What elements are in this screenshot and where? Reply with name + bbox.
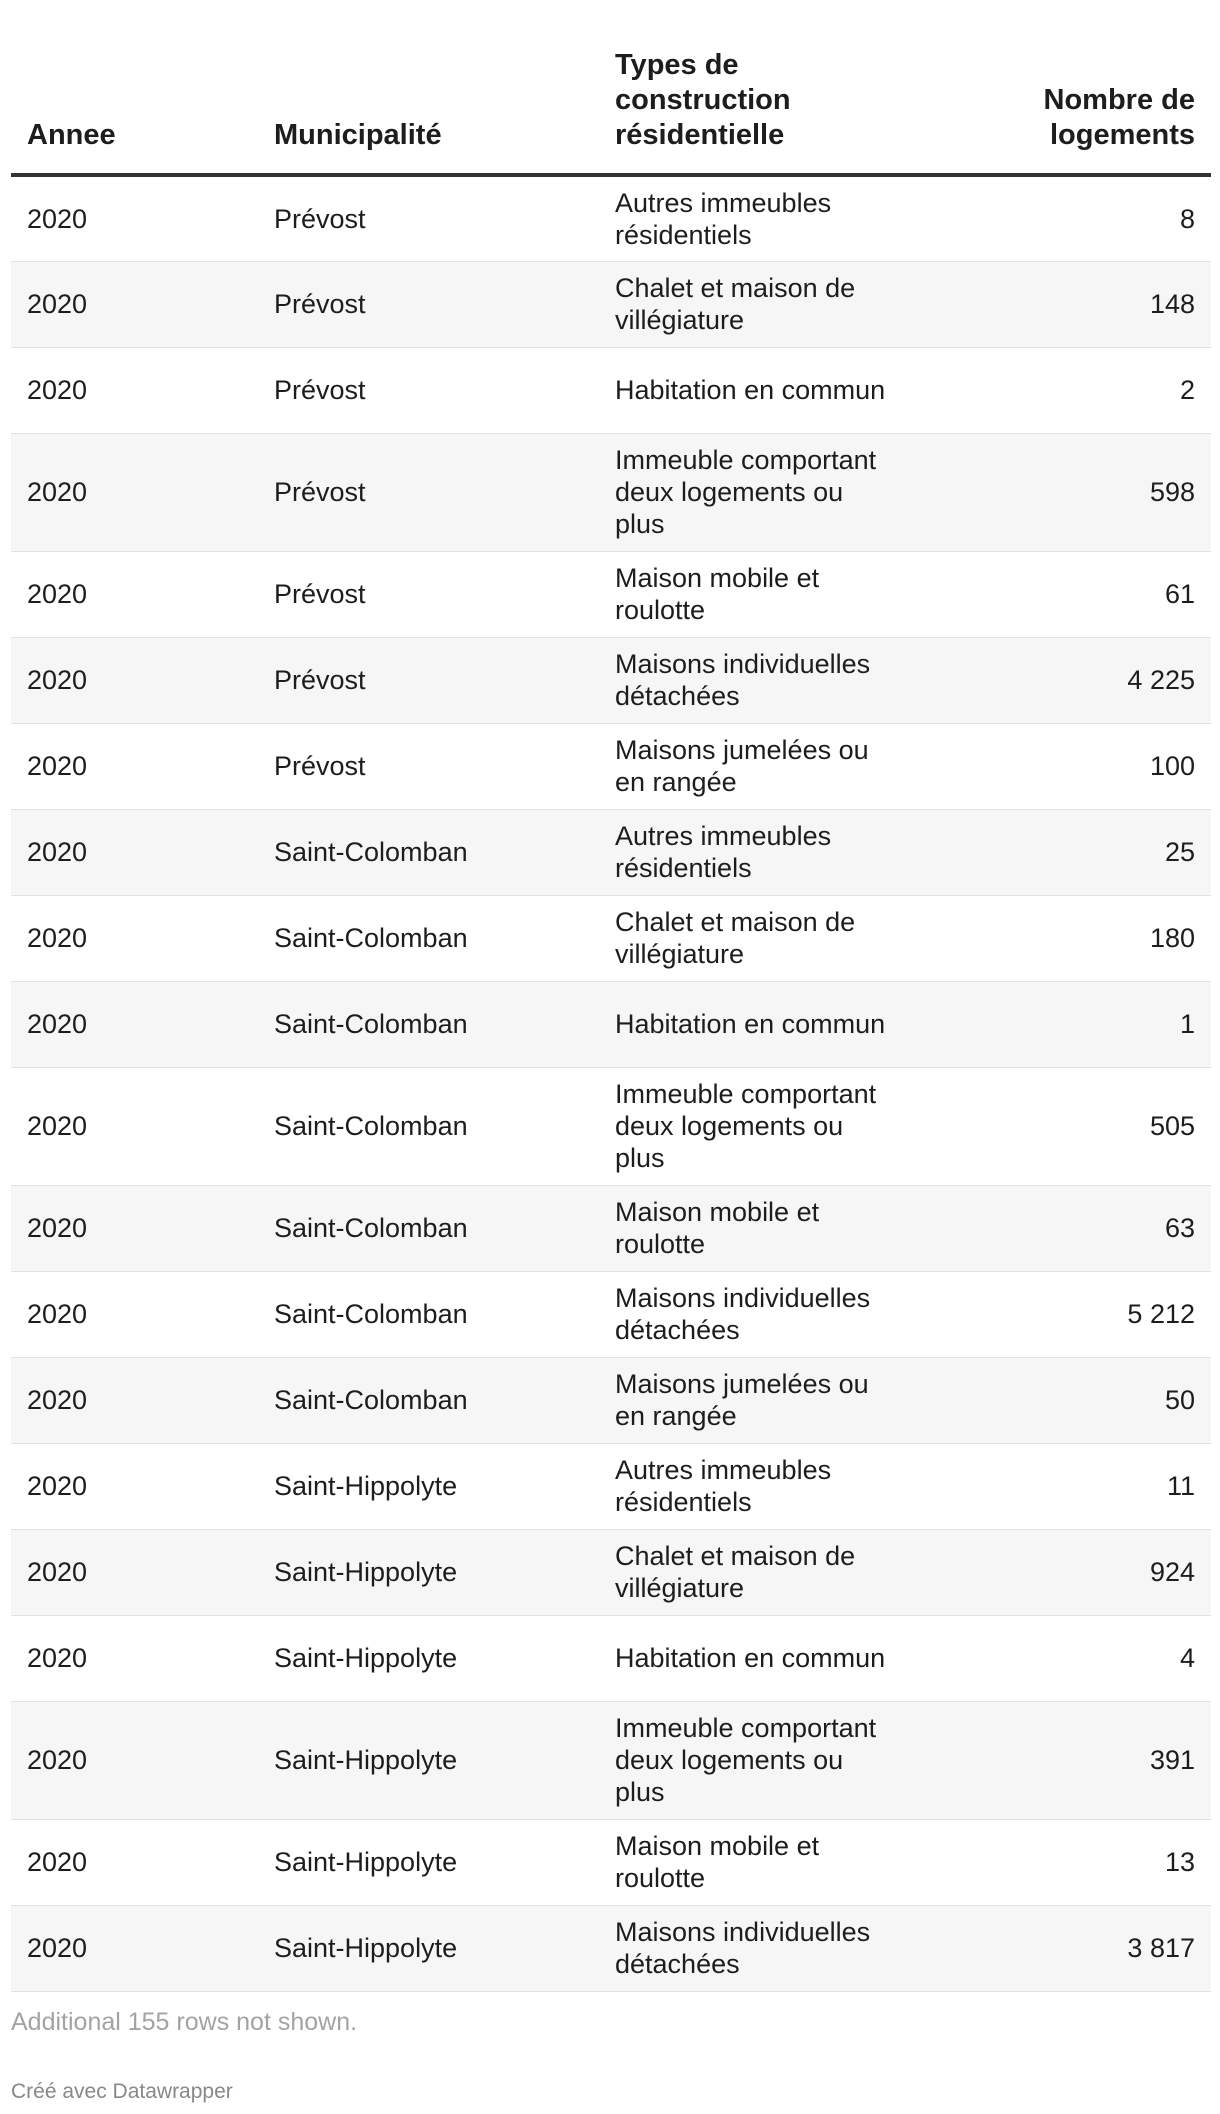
- cell-municipality: Saint-Colomban: [258, 1185, 599, 1271]
- cell-count: 4: [929, 1615, 1211, 1701]
- cell-year: 2020: [11, 637, 258, 723]
- cell-count: 25: [929, 809, 1211, 895]
- cell-year: 2020: [11, 1819, 258, 1905]
- cell-year: 2020: [11, 723, 258, 809]
- table-row: [11, 347, 1211, 433]
- cell-year: 2020: [11, 175, 258, 261]
- byline: Créé avec Datawrapper: [11, 2080, 233, 2103]
- cell-year: 2020: [11, 1905, 258, 1991]
- cell-type: Maison mobile et roulotte: [599, 551, 929, 637]
- table-row: [11, 809, 1211, 895]
- table-row: [11, 1529, 1211, 1615]
- table-notes: Additional 155 rows not shown.: [11, 2008, 358, 2036]
- cell-type: Immeuble comportant deux logements ou plus: [599, 1701, 929, 1819]
- cell-count: 8: [929, 175, 1211, 261]
- cell-type: Chalet et maison de villégiature: [599, 895, 929, 981]
- table-row: [11, 551, 1211, 637]
- cell-type: Chalet et maison de villégiature: [599, 261, 929, 347]
- column-header-year[interactable]: Annee: [11, 36, 258, 175]
- table-row: [11, 637, 1211, 723]
- cell-municipality: Prévost: [258, 551, 599, 637]
- cell-count: 924: [929, 1529, 1211, 1615]
- cell-type: Immeuble comportant deux logements ou plus: [599, 433, 929, 551]
- cell-year: 2020: [11, 1529, 258, 1615]
- cell-count: 2: [929, 347, 1211, 433]
- cell-type: Maison mobile et roulotte: [599, 1185, 929, 1271]
- cell-year: 2020: [11, 1271, 258, 1357]
- cell-municipality: Saint-Hippolyte: [258, 1819, 599, 1905]
- table-row: [11, 981, 1211, 1067]
- cell-municipality: Prévost: [258, 637, 599, 723]
- cell-type: Habitation en commun: [599, 981, 929, 1067]
- cell-year: 2020: [11, 895, 258, 981]
- table-row: [11, 723, 1211, 809]
- table-row: [11, 1443, 1211, 1529]
- table-row: [11, 1271, 1211, 1357]
- cell-count: 148: [929, 261, 1211, 347]
- cell-type: Habitation en commun: [599, 1615, 929, 1701]
- cell-count: 100: [929, 723, 1211, 809]
- cell-year: 2020: [11, 1357, 258, 1443]
- cell-municipality: Saint-Colomban: [258, 895, 599, 981]
- cell-count: 61: [929, 551, 1211, 637]
- cell-municipality: Prévost: [258, 347, 599, 433]
- cell-count: 5 212: [929, 1271, 1211, 1357]
- cell-type: Autres immeubles résidentiels: [599, 1443, 929, 1529]
- cell-count: 50: [929, 1357, 1211, 1443]
- cell-municipality: Saint-Colomban: [258, 1357, 599, 1443]
- cell-type: Maisons jumelées ou en rangée: [599, 1357, 929, 1443]
- cell-type: Maisons jumelées ou en rangée: [599, 723, 929, 809]
- cell-type: Habitation en commun: [599, 347, 929, 433]
- cell-municipality: Saint-Hippolyte: [258, 1615, 599, 1701]
- table-row: [11, 175, 1211, 261]
- cell-municipality: Saint-Colomban: [258, 1067, 599, 1185]
- cell-municipality: Prévost: [258, 175, 599, 261]
- cell-year: 2020: [11, 981, 258, 1067]
- cell-year: 2020: [11, 1185, 258, 1271]
- cell-municipality: Saint-Colomban: [258, 809, 599, 895]
- cell-type: Maisons individuelles détachées: [599, 1905, 929, 1991]
- table-body: [11, 175, 1211, 1991]
- cell-year: 2020: [11, 809, 258, 895]
- cell-year: 2020: [11, 551, 258, 637]
- table-row: [11, 1357, 1211, 1443]
- cell-municipality: Saint-Hippolyte: [258, 1905, 599, 1991]
- cell-count: 63: [929, 1185, 1211, 1271]
- table-row: [11, 1067, 1211, 1185]
- table-row: [11, 1701, 1211, 1819]
- cell-type: Autres immeubles résidentiels: [599, 809, 929, 895]
- cell-count: 598: [929, 433, 1211, 551]
- table-row: [11, 895, 1211, 981]
- cell-count: 13: [929, 1819, 1211, 1905]
- cell-year: 2020: [11, 1067, 258, 1185]
- column-header-type[interactable]: Types de construction résidentielle: [599, 36, 929, 175]
- table-row: [11, 1615, 1211, 1701]
- cell-year: 2020: [11, 347, 258, 433]
- cell-municipality: Saint-Colomban: [258, 1271, 599, 1357]
- cell-year: 2020: [11, 1443, 258, 1529]
- column-header-municipality[interactable]: Municipalité: [258, 36, 599, 175]
- cell-count: 1: [929, 981, 1211, 1067]
- table-row: [11, 433, 1211, 551]
- cell-type: Maisons individuelles détachées: [599, 1271, 929, 1357]
- cell-type: Chalet et maison de villégiature: [599, 1529, 929, 1615]
- cell-count: 180: [929, 895, 1211, 981]
- cell-count: 505: [929, 1067, 1211, 1185]
- cell-municipality: Saint-Hippolyte: [258, 1701, 599, 1819]
- housing-table: [11, 36, 1211, 1992]
- cell-type: Maisons individuelles détachées: [599, 637, 929, 723]
- cell-count: 391: [929, 1701, 1211, 1819]
- cell-year: 2020: [11, 433, 258, 551]
- table-row: [11, 1185, 1211, 1271]
- cell-count: 4 225: [929, 637, 1211, 723]
- cell-municipality: Saint-Hippolyte: [258, 1443, 599, 1529]
- table-row: [11, 261, 1211, 347]
- cell-type: Maison mobile et roulotte: [599, 1819, 929, 1905]
- table-row: [11, 1905, 1211, 1991]
- cell-type: Immeuble comportant deux logements ou plus: [599, 1067, 929, 1185]
- table-row: [11, 1819, 1211, 1905]
- column-header-count[interactable]: Nombre de logements: [929, 36, 1211, 175]
- cell-municipality: Saint-Colomban: [258, 981, 599, 1067]
- cell-count: 11: [929, 1443, 1211, 1529]
- data-table-container: [11, 36, 1211, 1992]
- cell-municipality: Saint-Hippolyte: [258, 1529, 599, 1615]
- cell-year: 2020: [11, 1701, 258, 1819]
- cell-type: Autres immeubles résidentiels: [599, 175, 929, 261]
- cell-municipality: Prévost: [258, 723, 599, 809]
- cell-year: 2020: [11, 261, 258, 347]
- cell-count: 3 817: [929, 1905, 1211, 1991]
- table-header-row: [11, 36, 1211, 175]
- cell-year: 2020: [11, 1615, 258, 1701]
- cell-municipality: Prévost: [258, 261, 599, 347]
- cell-municipality: Prévost: [258, 433, 599, 551]
